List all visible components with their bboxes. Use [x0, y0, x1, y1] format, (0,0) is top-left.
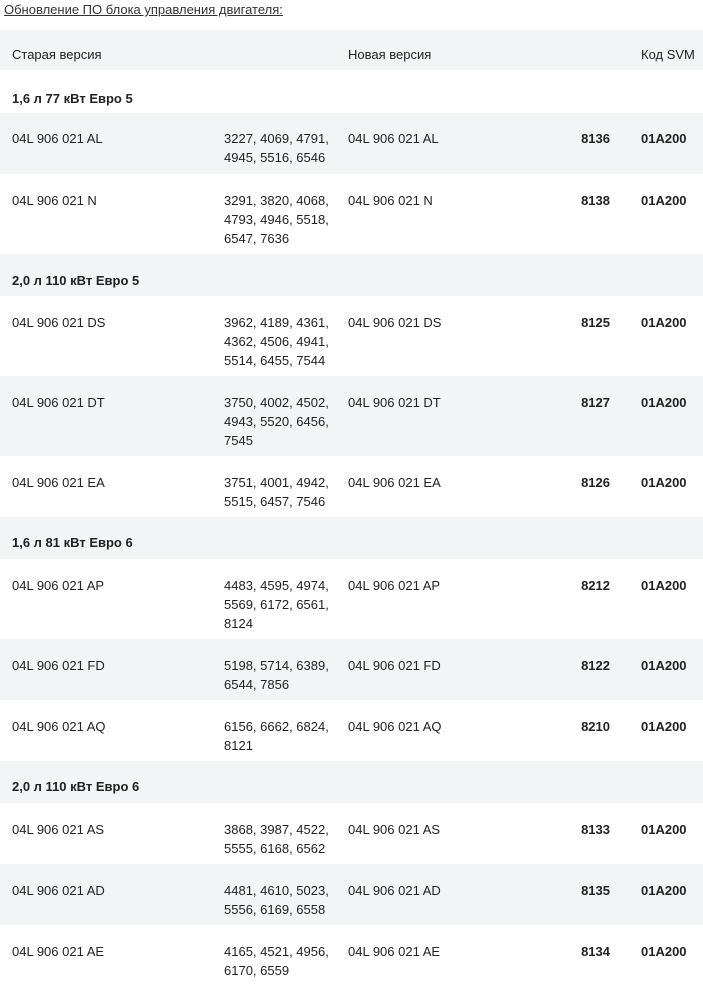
new-version: 04L 906 021 AE	[348, 944, 441, 959]
compat-codes: 3751, 4001, 4942, 5515, 6457, 7546	[224, 475, 329, 509]
old-version: 04L 906 021 N	[12, 193, 97, 208]
page-title: Обновление ПО блока управления двигателя:	[4, 2, 283, 17]
software-number: 8133	[581, 822, 610, 837]
svm-code: 01A200	[641, 822, 687, 837]
table-row	[0, 296, 703, 376]
table-row	[0, 113, 703, 174]
svm-code: 01A200	[641, 578, 687, 593]
new-version: 04L 906 021 FD	[348, 658, 441, 673]
new-version: 04L 906 021 EA	[348, 475, 441, 490]
old-version: 04L 906 021 AD	[12, 883, 105, 898]
old-version: 04L 906 021 AS	[12, 822, 105, 837]
table-row	[0, 559, 703, 639]
old-version: 04L 906 021 DS	[12, 315, 106, 330]
table-row	[0, 803, 703, 864]
table-row	[0, 925, 703, 985]
software-number: 8210	[581, 719, 610, 734]
table-header-row	[0, 30, 703, 70]
new-version: 04L 906 021 AS	[348, 822, 441, 837]
software-number: 8126	[581, 475, 610, 490]
compat-codes: 4483, 4595, 4974, 5569, 6172, 6561, 8124	[224, 578, 329, 631]
group-label: 1,6 л 77 кВт Евро 5	[12, 91, 133, 106]
software-number: 8122	[581, 658, 610, 673]
svm-code: 01A200	[641, 883, 687, 898]
software-number: 8212	[581, 578, 610, 593]
table-row	[0, 639, 703, 700]
svm-code: 01A200	[641, 395, 687, 410]
header-svm-code: Код SVM	[641, 47, 695, 62]
new-version: 04L 906 021 AQ	[348, 719, 442, 734]
new-version: 04L 906 021 N	[348, 193, 433, 208]
software-number: 8136	[581, 131, 610, 146]
old-version: 04L 906 021 DT	[12, 395, 105, 410]
group-label: 2,0 л 110 кВт Евро 6	[12, 779, 140, 794]
group-row	[0, 254, 703, 296]
old-version: 04L 906 021 AP	[12, 578, 105, 593]
old-version: 04L 906 021 AE	[12, 944, 105, 959]
compat-codes: 5198, 5714, 6389, 6544, 7856	[224, 658, 329, 692]
software-number: 8125	[581, 315, 610, 330]
software-number: 8135	[581, 883, 610, 898]
compat-codes: 4481, 4610, 5023, 5556, 6169, 6558	[224, 883, 329, 917]
group-row	[0, 517, 703, 559]
group-label: 1,6 л 81 кВт Евро 6	[12, 535, 133, 550]
header-new-version: Новая версия	[348, 47, 432, 62]
compat-codes: 3750, 4002, 4502, 4943, 5520, 6456, 7545	[224, 395, 329, 448]
old-version: 04L 906 021 FD	[12, 658, 105, 673]
compat-codes: 3227, 4069, 4791, 4945, 5516, 6546	[224, 131, 329, 165]
new-version: 04L 906 021 AL	[348, 131, 439, 146]
software-number: 8138	[581, 193, 610, 208]
svm-code: 01A200	[641, 719, 687, 734]
new-version: 04L 906 021 AP	[348, 578, 441, 593]
group-label: 2,0 л 110 кВт Евро 5	[12, 273, 140, 288]
table-row	[0, 174, 703, 254]
svm-code: 01A200	[641, 193, 687, 208]
table-row	[0, 700, 703, 761]
table-row	[0, 864, 703, 925]
old-version: 04L 906 021 AQ	[12, 719, 106, 734]
table-row	[0, 376, 703, 456]
software-number: 8127	[581, 395, 610, 410]
compat-codes: 3868, 3987, 4522, 5555, 6168, 6562	[224, 822, 329, 856]
old-version: 04L 906 021 AL	[12, 131, 103, 146]
svm-code: 01A200	[641, 131, 687, 146]
svm-code: 01A200	[641, 315, 687, 330]
header-old-version: Старая версия	[12, 47, 102, 62]
software-number: 8134	[581, 944, 610, 959]
new-version: 04L 906 021 DS	[348, 315, 442, 330]
new-version: 04L 906 021 DT	[348, 395, 441, 410]
compat-codes: 3962, 4189, 4361, 4362, 4506, 4941, 5514, 6455, 7544	[224, 315, 329, 368]
group-row	[0, 761, 703, 803]
group-row	[0, 70, 703, 113]
compat-codes: 4165, 4521, 4956, 6170, 6559	[224, 944, 329, 978]
svm-code: 01A200	[641, 475, 687, 490]
new-version: 04L 906 021 AD	[348, 883, 441, 898]
old-version: 04L 906 021 EA	[12, 475, 105, 490]
svm-code: 01A200	[641, 658, 687, 673]
table-row	[0, 456, 703, 517]
svm-code: 01A200	[641, 944, 687, 959]
compat-codes: 6156, 6662, 6824, 8121	[224, 719, 329, 753]
firmware-update-table	[0, 30, 703, 985]
compat-codes: 3291, 3820, 4068, 4793, 4946, 5518, 6547, 7636	[224, 193, 329, 246]
